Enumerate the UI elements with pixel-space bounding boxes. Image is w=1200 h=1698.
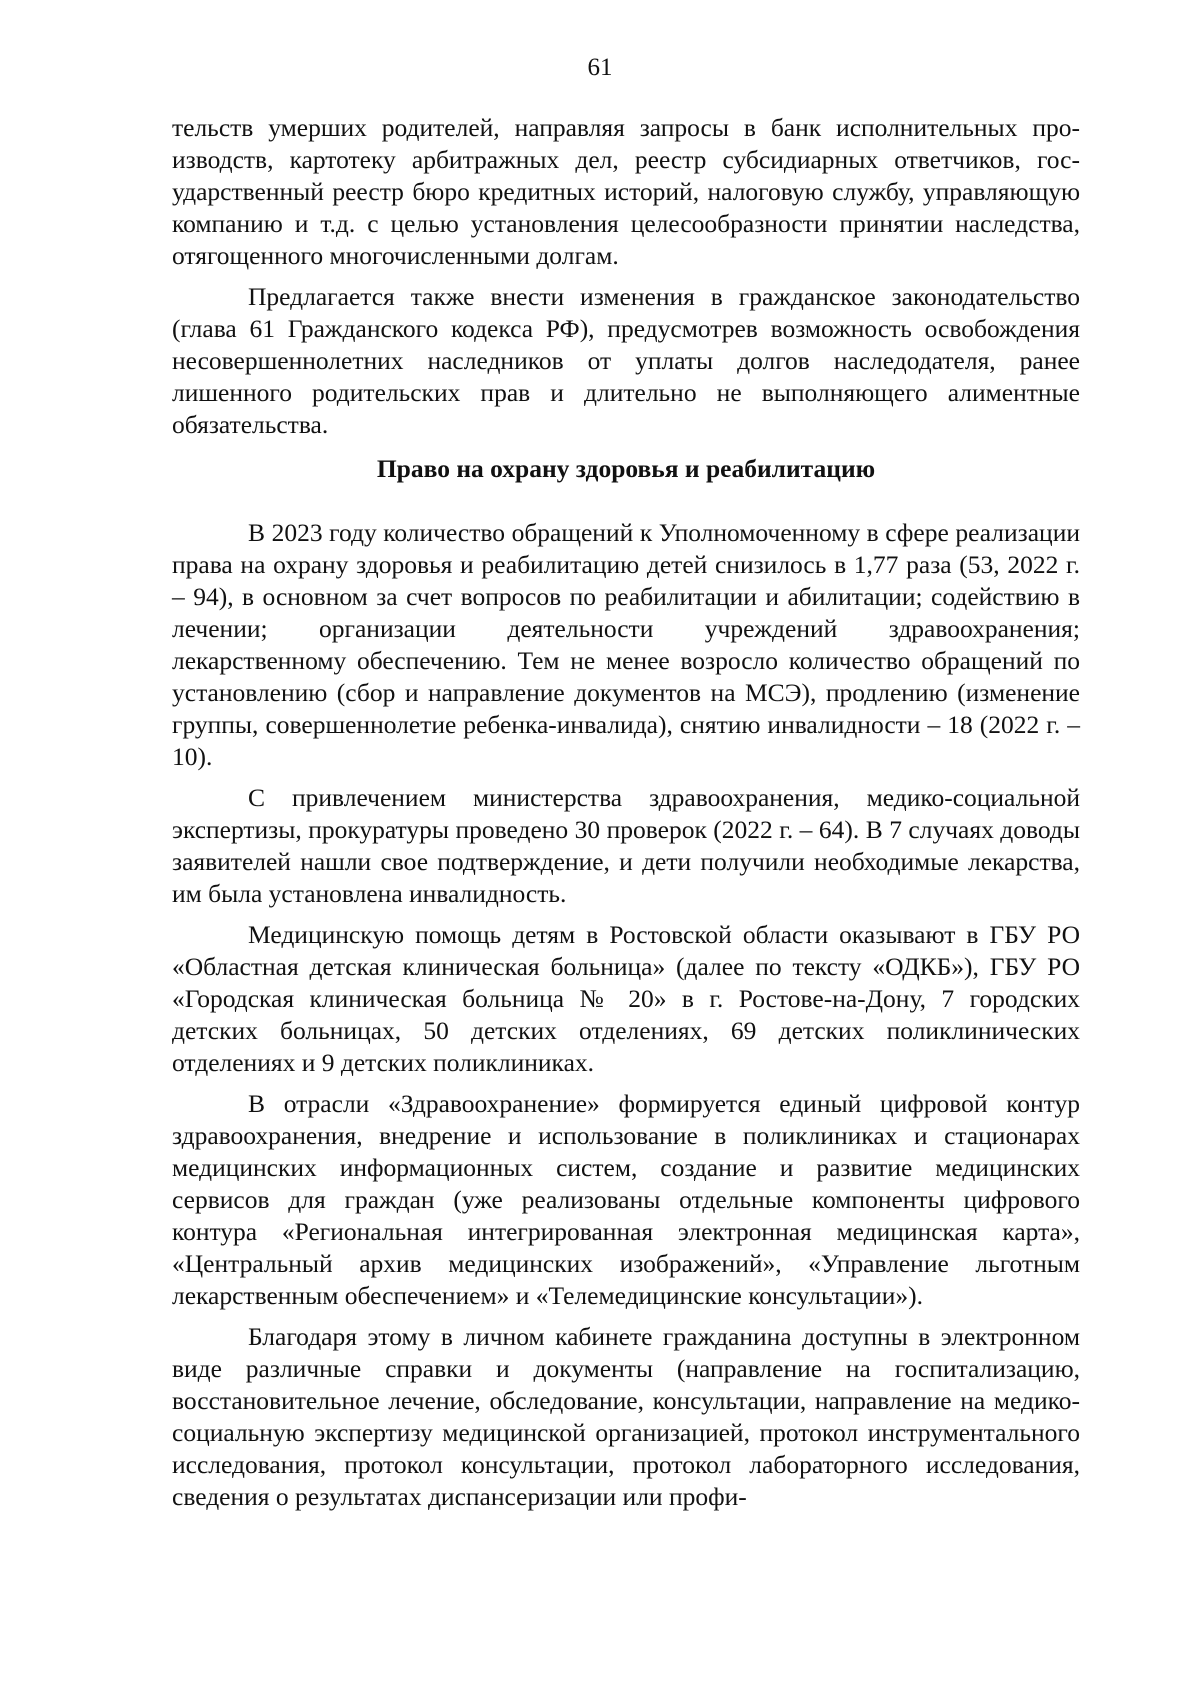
page-body [172,112,1080,1522]
paragraph-appeals-2023: В 2023 году количество обращений к Уполномоченному в сфере реализации права на охрану здоровья и реабилитацию детей снизилось в 1,77 раза (53, 2022 г. – 94), в основном за счет вопросов по реабилитации и абилитации; содействию в лечении; организации деятельности учреждений здравоохранения; лекарственному обеспечению. Тем не менее возросло количество обращений по установлению (сбор и направление документов на МСЭ), продлению (изменение группы, совершеннолетие ребенка-инвалида), снятию инвалидности – 18 (2022 г. – 10). [172,518,1080,771]
paragraph-civil-law-proposal: Предлагается также внести изменения в гражданское законодательство (глава 61 Гражданского кодекса РФ), предусмотрев возможность освобождения несовершеннолетних наследников от уплаты долгов наследодателя, ранее лишенного родительских прав и длительно не выполняющего алиментные обязательства. [172,282,1080,439]
page-number: 61 [587,54,613,81]
section-heading: Право на охрану здоровья и реабилитацию [376,454,876,483]
paragraph-continuation: тельств умерших родителей, направляя запросы в банк исполнительных производств, картотеку арбитражных дел, реестр субсидиарных ответчиков, государственный реестр бюро кредитных историй, налоговую службу, управляющую компанию и т.д. с целью установления целесообразности принятии наследства, отягощенного многочисленными долгам. [172,113,1080,270]
paragraph-inspections: С привлечением министерства здравоохранения, медико-социальной экспертизы, прокуратуры проведено 30 проверок (2022 г. – 64). В 7 случаях доводы заявителей нашли свое подтверждение, и дети получили необходимые лекарства, им была установлена инвалидность. [172,783,1080,908]
paragraph-personal-account: Благодаря этому в личном кабинете гражданина доступны в электронном виде различные справки и документы (направление на госпитализацию, восстановительное лечение, обследование, консультации, направление на медико-социальную экспертизу медицинской организацией, протокол инструментального исследования, протокол консультации, протокол лабораторного исследования, сведения о результатах диспансеризации или профи- [172,1322,1080,1511]
paragraph-medical-facilities: Медицинскую помощь детям в Ростовской области оказывают в ГБУ РО «Областная детская клиническая больница» (далее по тексту «ОДКБ»), ГБУ РО «Городская клиническая больница № 20» в г. Ростове-на-Дону, 7 городских детских больницах, 50 детских отделениях, 69 детских поликлинических отделениях и 9 детских поликлиниках. [172,920,1080,1077]
paragraph-digital-healthcare: В отрасли «Здравоохранение» формируется единый цифровой контур здравоохранения, внедрение и использование в поликлиниках и стационарах медицинских информационных систем, создание и развитие медицинских сервисов для граждан (уже реализованы отдельные компоненты цифрового контура «Региональная интегрированная электронная медицинская карта», «Центральный архив медицинских изображений», «Управление льготным лекарственным обеспечением» и «Телемедицинские консультации»). [172,1089,1080,1310]
